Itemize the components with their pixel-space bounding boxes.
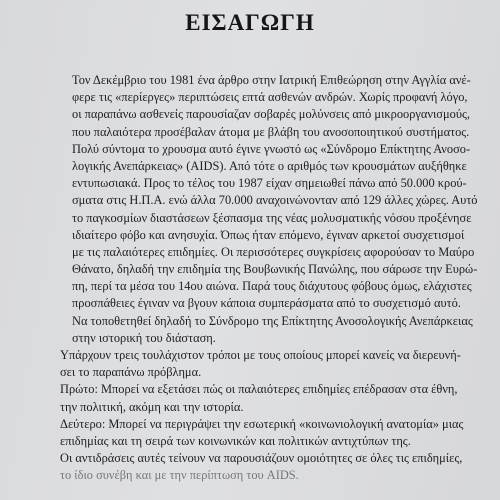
text-line: Να τοποθετηθεί δηλαδή το Σύνδρομο της Επίκτητης Ανοσολογικής Ανεπάρκειας	[72, 313, 473, 328]
text-line: Οι αντιδράσεις αυτές τείνουν να παρουσιάζουν ομοιότητες σε όλες τις επιδημίες,	[60, 451, 463, 466]
text-line: προσπάθειες έγιναν να βγουν κάποια συμπεράσματα από το συσχετισμό αυτό.	[72, 296, 461, 311]
text-line: εντυπωσιακά. Προς το τέλος του 1987 είχαν σημειωθεί πάνω από 50.000 κρού-	[72, 176, 467, 191]
text-line: ιδιαίτερο φόβο και ανησυχία. Όπως ήταν επόμενο, έγιναν αρκετοί συσχετισμοί	[72, 227, 465, 242]
text-line: φερε τις «περίεργες» περιπτώσεις επτά ασθενών ανδρών. Χωρίς προφανή λόγο,	[72, 90, 468, 105]
text-line: σματα στις Η.Π.Α. ενώ άλλα 70.000 αναχοινώνονταν από 129 άλλες χώρες. Αυτό	[72, 193, 478, 208]
text-line: το ίδιο συνέβη και με την περίπτωση του AIDS.	[60, 468, 299, 483]
text-line: με τις παλαιότερες επιδημίες. Οι περισσότερες συγκρίσεις αφορούσαν το Μαύρο	[72, 244, 475, 259]
text-line: Πρώτο: Μπορεί να εξετάσει πώς οι παλαιότερες επιδημίες επέδρασαν στα έθνη,	[60, 382, 458, 397]
text-line: Θάνατο, δηλαδή την επιδημία της Βουβωνικής Πανώλης, που σάρωσε την Ευρώ-	[72, 262, 478, 277]
text-line: Δεύτερο: Μπορεί να περιγράψει την εσωτερική «κοινωνιολογική ανατομία» μιας	[60, 416, 464, 431]
text-line: σει το παραπάνω πρόβλημα.	[60, 365, 202, 380]
text-line: Τον Δεκέμβριο του 1981 ένα άρθρο στην Ιατρική Επιθεώρηση στην Αγγλία ανέ-	[72, 73, 471, 87]
text-line: στην ιστορική του διάσταση.	[72, 330, 216, 345]
text-line: επιδημίας και τη σειρά των κοινωνικών και πολιτικών αντιχτύπων της.	[60, 433, 411, 448]
text-line: Υπάρχουν τρεις τουλάχιστον τρόποι με τους οποίους μπορεί κανείς να διερευνή-	[60, 348, 461, 362]
body-text	[48, 72, 494, 485]
chapter-heading: ΕΙΣΑΓΩΓΗ	[185, 10, 315, 35]
text-line: οι παραπάνω ασθενείς παρουσίαζαν σοβαρές μολύνσεις από μικροοργανισμούς,	[72, 107, 470, 122]
text-line: λογικής Ανεπάρκειας» (AIDS). Από τότε ο αριθμός των κρουσμάτων αυξήθηκε	[72, 158, 467, 173]
text-line: το παγκοσμίων διαστάσεων ξέσπασμα της νέας μολυσματικής νόσου προξένησε	[72, 210, 472, 225]
text-line: που παλαιότερα προσέβαλαν άτομα με βλάβη του ανοσοποιητικού συστήματος.	[72, 124, 470, 139]
text-line: την πολιτική, ακόμη και την ιστορία.	[60, 399, 244, 414]
text-line: Πολύ σύντομα το χρουσμα αυτό έγινε γνωστό ως «Σύνδρομο Επίκτητης Ανοσο-	[72, 141, 471, 156]
text-line: πη, περί τα μέσα του 14ου αιώνα. Παρά τους διάχυτους φόβους όμως, ελάχιστες	[72, 279, 472, 294]
